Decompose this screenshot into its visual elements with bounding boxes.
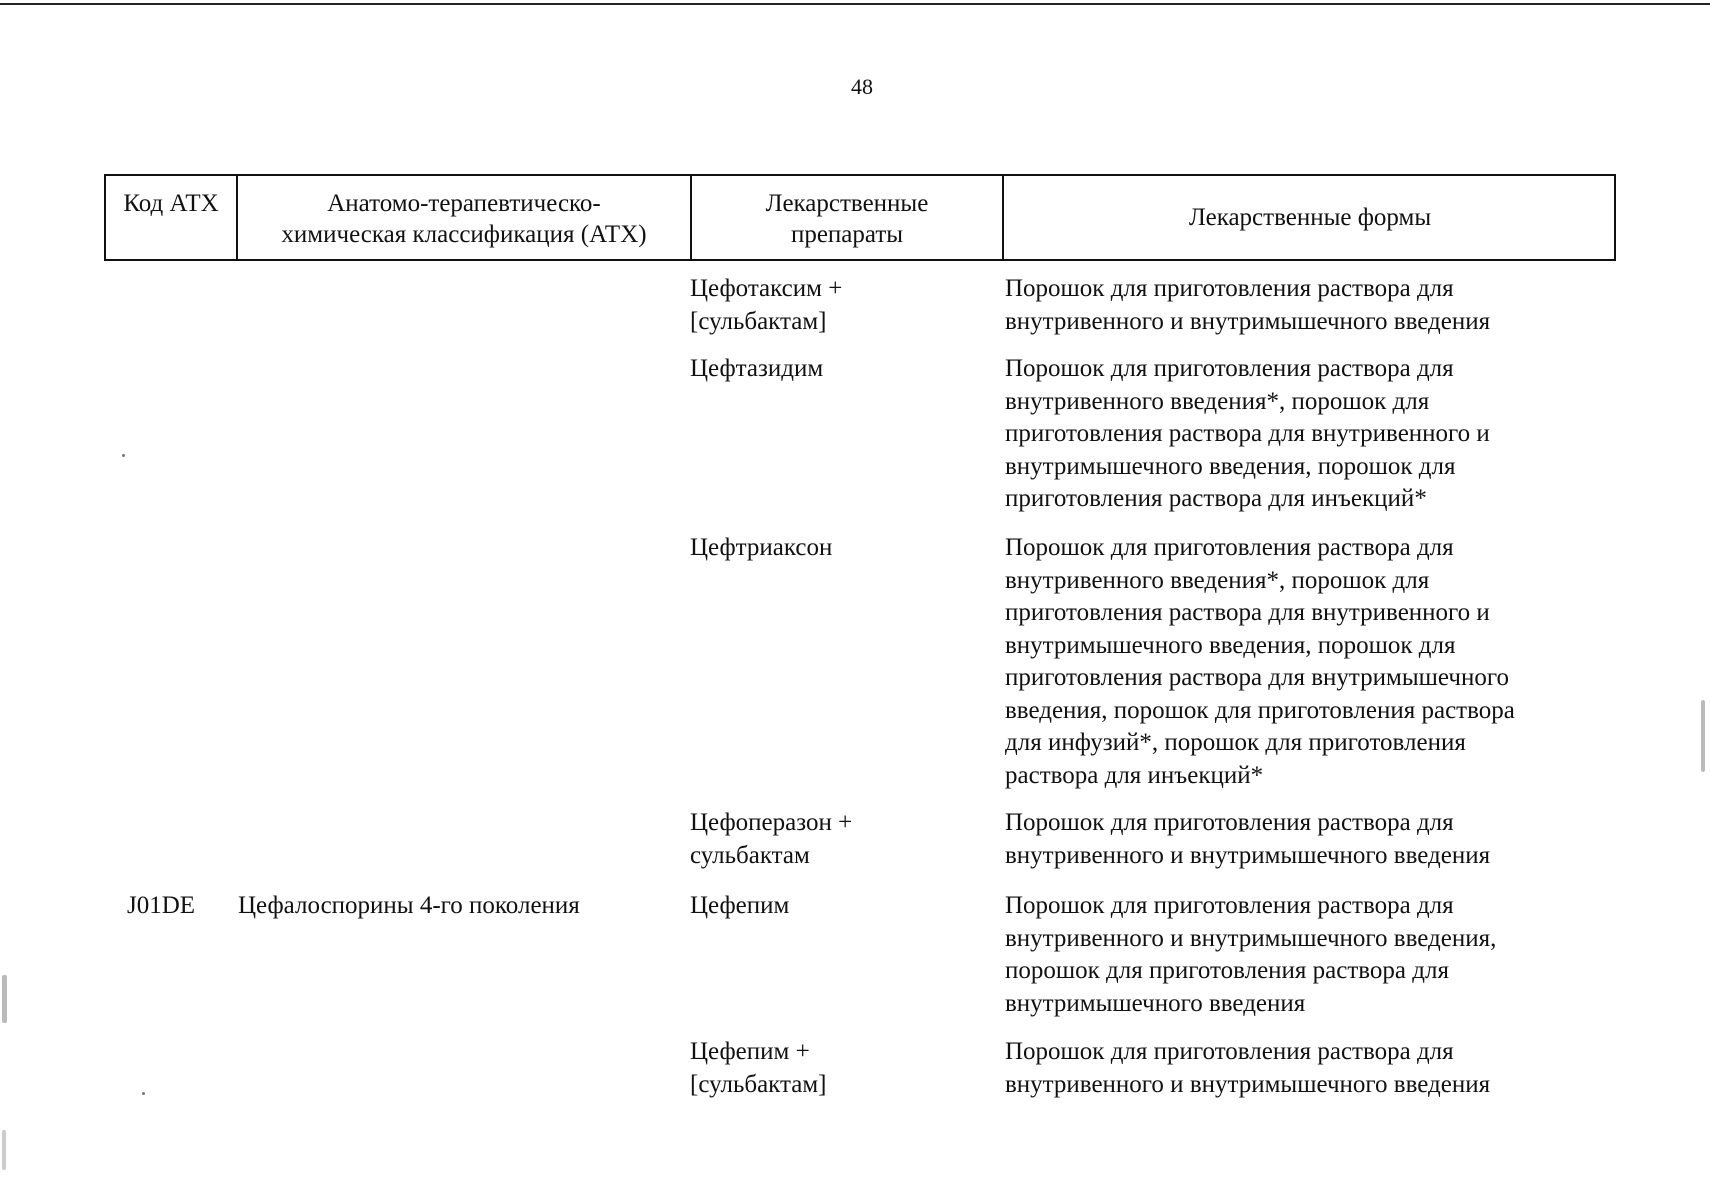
table-row-4-drug: Цефоперазон + сульбактам bbox=[690, 809, 853, 869]
scan-speck bbox=[142, 1092, 145, 1095]
scan-edge-noise bbox=[2, 1130, 6, 1170]
table-row-6-drug: Цефепим + [сульбактам] bbox=[690, 1038, 827, 1098]
table-row-5-classification: Цефалоспорины 4-го поколения bbox=[238, 892, 580, 919]
table-row-3-forms: Порошок для приготовления раствора для внутривенного введения*, порошок для приготовления раствора для внутривенного и внутримышечного введения, порошок для приготовления раствора для внутримышечного введения, порошок для приготовления раствора для инфузий*, порошок для приготовления раствора для инъекций* bbox=[1005, 534, 1515, 789]
table-row-4-forms: Порошок для приготовления раствора для внутривенного и внутримышечного введения bbox=[1005, 809, 1491, 869]
header-atx-classification: Анатомо-терапевтическо- химическая классификация (АТХ) bbox=[236, 176, 690, 259]
scan-edge-noise bbox=[1701, 700, 1705, 772]
scan-edge-noise bbox=[2, 975, 7, 1023]
header-dosage-forms-label: Лекарственные формы bbox=[1188, 204, 1432, 231]
header-atx-code: Код АТХ bbox=[123, 190, 219, 217]
table-row-5-forms: Порошок для приготовления раствора для внутривенного и внутримышечного введения, порошок для приготовления раствора для внутримышечного введения bbox=[1005, 892, 1497, 1017]
header-drugs: Лекарственные препараты bbox=[690, 176, 1002, 259]
table-row-5-drug: Цефепим bbox=[690, 892, 790, 919]
table-row-2-forms: Порошок для приготовления раствора для внутривенного введения*, порошок для приготовления раствора для внутривенного и внутримышечного введения, порошок для приготовления раствора для инъекций* bbox=[1005, 355, 1490, 512]
table-row-6-forms: Порошок для приготовления раствора для внутривенного и внутримышечного введения bbox=[1005, 1038, 1491, 1098]
scan-speck bbox=[122, 454, 125, 457]
table-row-2-drug: Цефтазидим bbox=[690, 355, 824, 382]
page-number: 48 bbox=[851, 74, 873, 99]
top-border-line bbox=[0, 3, 1710, 5]
table-header bbox=[104, 174, 1616, 261]
table-row-1-forms: Порошок для приготовления раствора для внутривенного и внутримышечного введения bbox=[1005, 275, 1491, 335]
header-dosage-forms bbox=[1002, 176, 1616, 259]
table-row-5-code: J01DE bbox=[127, 892, 196, 919]
table-row-3-drug: Цефтриаксон bbox=[690, 534, 833, 561]
table-row-1-drug: Цефотаксим + [сульбактам] bbox=[690, 275, 843, 335]
